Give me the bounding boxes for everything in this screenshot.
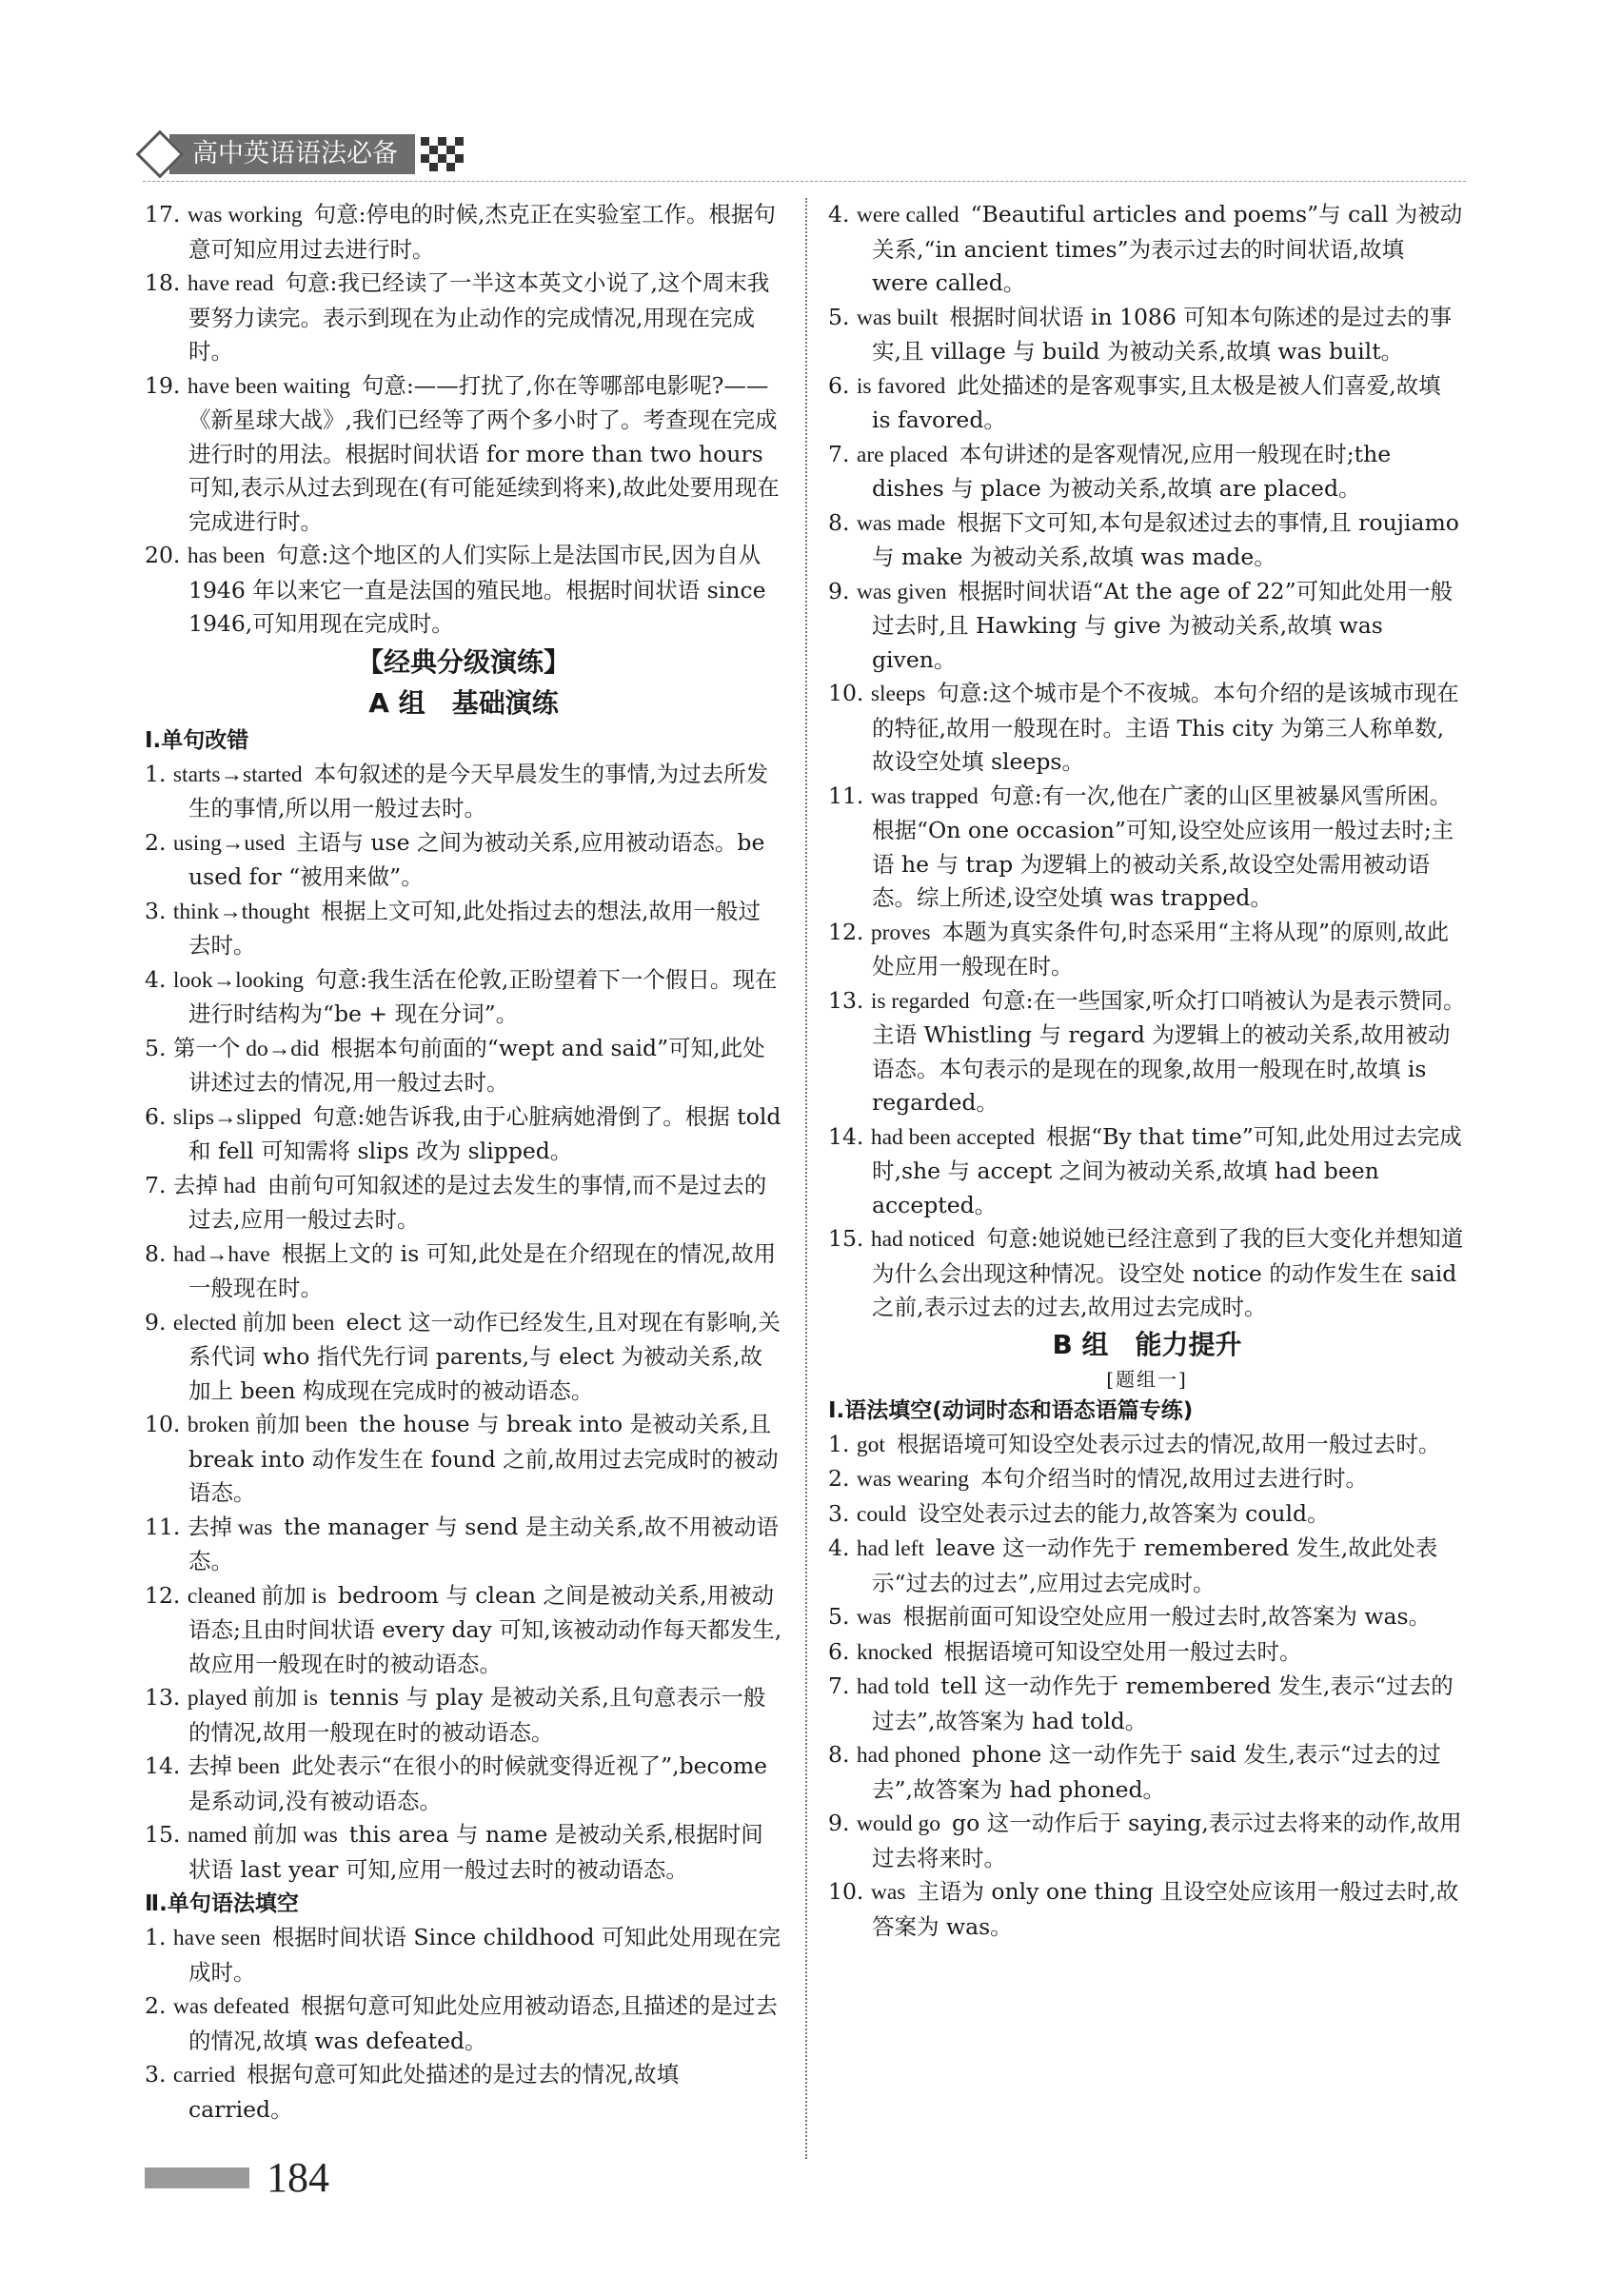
item-number: 9.: [828, 577, 850, 604]
item-explanation: 根据上文可知,此处指过去的想法,故用一般过去时。: [188, 897, 761, 959]
answer-item: [828, 1428, 1466, 1463]
answer-item: [145, 539, 782, 642]
item-number: 1.: [145, 1924, 167, 1950]
answer-item: [145, 1750, 782, 1818]
answer-item: [145, 758, 782, 826]
item-number: 17.: [145, 201, 181, 228]
answer-item: [145, 1579, 782, 1682]
item-explanation: 本句介绍当时的情况,故用过去进行时。: [980, 1465, 1368, 1492]
item-answer: slips→slipped: [172, 1104, 302, 1130]
answer-item: [145, 1818, 782, 1887]
answer-item: [145, 1921, 782, 1989]
item-number: 12.: [828, 918, 864, 945]
item-answer: had noticed: [870, 1227, 975, 1252]
group-a-title: A 组 基础演练: [368, 686, 559, 719]
item-answer: knocked: [856, 1639, 933, 1665]
item-explanation: 句意:有一次,他在广袤的山区里被暴风雪所困。根据“On one occasion”可知,设空处应该用一般过去时;主语 he 与 trap 为逻辑上的被动关系,故设空处需用被动语态。综上所述,设空处填 was trapped。: [872, 782, 1454, 911]
item-answer: were called: [856, 203, 959, 228]
item-answer: was wearing: [856, 1467, 970, 1492]
item-explanation: 句意:这个地区的人们实际上是法国市民,因为自从 1946 年以来它一直是法国的殖民地。根据时间状语 since 1946,可知用现在完成时。: [188, 542, 766, 637]
answer-item: [828, 301, 1466, 369]
right-part1-list: [828, 1428, 1466, 1945]
item-answer: have been waiting: [187, 373, 350, 399]
right-column: [828, 198, 1466, 1944]
item-number: 11.: [828, 782, 864, 809]
item-number: 4.: [828, 201, 850, 228]
item-explanation: bedroom 与 clean 之间是被动关系,用被动语态;且由时间状语 every day 可知,该被动动作每天都发生,故应用一般现在时的被动语态。: [188, 1581, 782, 1677]
item-answer: had→have: [172, 1241, 270, 1267]
item-explanation: 句意:她告诉我,由于心脏病她滑倒了。根据 told 和 fell 可知需将 slips 改为 slipped。: [188, 1102, 781, 1164]
item-number: 10.: [828, 1878, 864, 1905]
item-explanation: “Beautiful articles and poems”与 call 为被动关系,“in ancient times”为表示过去的时间状语,故填 were called。: [872, 201, 1463, 296]
answer-item: [145, 267, 782, 369]
column-divider: [805, 198, 807, 2159]
answer-item: [145, 826, 782, 895]
answer-item: [828, 1807, 1466, 1875]
answer-item: [145, 1100, 782, 1169]
item-answer: has been: [187, 544, 266, 568]
item-number: 3.: [828, 1499, 850, 1527]
item-number: 20.: [145, 542, 181, 568]
answer-item: [145, 895, 782, 963]
item-answer: could: [856, 1501, 907, 1527]
item-explanation: 句意:我已经读了一半这本英文小说了,这个周末我要努力读完。表示到现在为止动作的完成情况,用现在完成时。: [188, 269, 770, 365]
item-explanation: this area 与 name 是被动关系,根据时间状语 last year 可知,应用一般过去时的被动语态。: [188, 1821, 763, 1883]
item-explanation: 句意:在一些国家,听众打口哨被认为是表示赞同。主语 Whistling 与 regard 为逻辑上的被动关系,故用被动语态。本句表示的是现在的现象,故用一般现在时,故填 is regarded。: [872, 986, 1466, 1116]
item-explanation: 根据前面可知设空处应用一般过去时,故答案为 was。: [902, 1603, 1432, 1630]
answer-item: [145, 963, 782, 1032]
item-explanation: 根据语境可知设空处用一般过去时。: [943, 1637, 1302, 1665]
item-number: 7.: [145, 1171, 167, 1198]
item-number: 5.: [828, 303, 850, 330]
answer-item: [828, 1738, 1466, 1807]
part1-heading-right: Ⅰ.语法填空(动词时态和语态语篇专练): [828, 1397, 1194, 1423]
answer-item: [828, 1462, 1466, 1497]
item-number: 14.: [145, 1752, 181, 1779]
item-number: 14.: [828, 1122, 864, 1150]
left-part1-list: [145, 758, 782, 1888]
item-explanation: 设空处表示过去的能力,故答案为 could。: [918, 1499, 1330, 1527]
item-explanation: 本句讲述的是客观情况,应用一般现在时;the dishes 与 place 为被动关系,故填 are placed。: [872, 440, 1392, 502]
item-number: 2.: [828, 1465, 850, 1492]
item-explanation: elect 这一动作已经发生,且对现在有影响,关系代词 who 指代先行词 parents,与 elect 为被动关系,故加上 been 构成现在完成时的被动语态。: [188, 1308, 781, 1404]
item-explanation: 由前句可知叙述的是过去发生的事情,而不是过去的过去,应用一般过去时。: [188, 1171, 767, 1233]
part1-heading-left: Ⅰ.单句改错: [145, 727, 249, 753]
item-explanation: 主语与 use 之间为被动关系,应用被动语态。be used for “被用来做”。: [188, 828, 765, 890]
page-number: 184: [267, 2154, 329, 2201]
item-number: 3.: [145, 2061, 167, 2088]
answer-item: [828, 984, 1466, 1120]
item-answer: think→thought: [172, 899, 310, 924]
item-explanation: tell 这一动作先于 remembered 发生,表示“过去的过去”,故答案为 had told。: [872, 1673, 1454, 1734]
item-number: 8.: [828, 1741, 850, 1768]
item-answer: played 前加 is: [187, 1686, 318, 1711]
group-b-tag: [题组一]: [1106, 1367, 1188, 1391]
header-rule: [143, 181, 1466, 182]
item-number: 15.: [145, 1821, 181, 1848]
item-explanation: go 这一动作后于 saying,表示过去将来的动作,故用过去将来时。: [872, 1810, 1462, 1871]
item-explanation: 根据时间状语“At the age of 22”可知此处用一般过去时,且 Hawking 与 give 为被动关系,故填 was given。: [872, 577, 1454, 673]
item-number: 7.: [828, 440, 850, 467]
item-answer: 第一个 do→did: [172, 1036, 320, 1061]
item-explanation: 此处描述的是客观事实,且太极是被人们喜爱,故填 is favored。: [872, 371, 1441, 433]
answer-item: [828, 369, 1466, 438]
item-number: 3.: [145, 897, 167, 924]
item-number: 1.: [145, 760, 167, 787]
item-answer: proves: [870, 920, 931, 945]
item-number: 9.: [828, 1810, 850, 1836]
item-number: 13.: [828, 986, 864, 1014]
item-answer: was trapped: [870, 783, 979, 809]
item-explanation: 根据时间状语 Since childhood 可知此处用现在完成时。: [188, 1924, 781, 1986]
item-number: 5.: [828, 1603, 850, 1630]
item-number: 6.: [828, 1637, 850, 1665]
checker-pattern-icon: [421, 137, 464, 171]
item-answer: had been accepted: [870, 1124, 1036, 1150]
item-answer: was given: [856, 579, 947, 604]
answer-item: [828, 1497, 1466, 1533]
answer-item: [828, 506, 1466, 575]
item-answer: have seen: [172, 1926, 261, 1950]
item-explanation: 根据语境可知设空处表示过去的情况,故用一般过去时。: [896, 1430, 1441, 1457]
book-header: [143, 133, 464, 175]
item-answer: cleaned 前加 is: [187, 1583, 327, 1609]
item-answer: starts→started: [172, 762, 303, 787]
answer-item: [145, 369, 782, 540]
answer-item: [828, 780, 1466, 916]
item-number: 5.: [145, 1034, 167, 1061]
footer-bar: [145, 2167, 249, 2188]
item-explanation: 句意:——打扰了,你在等哪部电影呢?——《新星球大战》,我们已经等了两个多小时了。考查现在完成进行时的用法。根据时间状语 for more than two hours 可知,表示从过去到现在(有可能延续到将来),故此处要用现在完成进行时。: [188, 371, 780, 535]
item-explanation: 本题为真实条件句,时态采用“主将从现”的原则,故此处应用一般现在时。: [872, 918, 1449, 980]
item-answer: carried: [172, 2063, 236, 2088]
item-explanation: tennis 与 play 是被动关系,且句意表示一般的情况,故用一般现在时的被动语态。: [188, 1684, 766, 1746]
item-explanation: the house 与 break into 是被动关系,且 break into 动作发生在 found 之前,故用过去完成时的被动语态。: [188, 1411, 779, 1506]
item-number: 8.: [145, 1239, 167, 1267]
answer-item: [828, 1670, 1466, 1738]
answer-item: [828, 1600, 1466, 1635]
item-number: 10.: [828, 680, 864, 706]
item-answer: was defeated: [172, 1994, 289, 2019]
book-title: 高中英语语法必备: [169, 134, 415, 174]
item-answer: got: [856, 1432, 885, 1457]
item-number: 11.: [145, 1513, 181, 1540]
item-answer: have read: [187, 271, 274, 296]
item-explanation: 句意:这个城市是个不夜城。本句介绍的是该城市现在的特征,故用一般现在时。主语 This city 为第三人称单数,故设空处填 sleeps。: [872, 680, 1459, 775]
item-number: 7.: [828, 1673, 850, 1699]
item-number: 2.: [145, 828, 167, 856]
answer-item: [828, 438, 1466, 506]
answer-item: [145, 1169, 782, 1237]
left-top-list: [145, 198, 782, 642]
item-answer: had left: [856, 1536, 925, 1561]
answer-item: [828, 198, 1466, 301]
item-explanation: 根据本句前面的“wept and said”可知,此处讲述过去的情况,用一般过去时。: [188, 1034, 765, 1096]
answer-item: [145, 1306, 782, 1409]
item-explanation: the manager 与 send 是主动关系,故不用被动语态。: [188, 1513, 779, 1574]
item-answer: was: [856, 1605, 892, 1630]
item-explanation: 根据下文可知,本句是叙述过去的事情,且 roujiamo 与 make 为被动关系,故填 was made。: [872, 508, 1459, 570]
item-explanation: 主语为 only one thing 且设空处应该用一般过去时,故答案为 was。: [872, 1878, 1459, 1940]
item-answer: are placed: [856, 442, 948, 467]
section-title: 【经典分级演练】: [356, 645, 570, 678]
answer-item: [828, 1532, 1466, 1600]
answer-item: [828, 916, 1466, 984]
item-answer: is regarded: [870, 988, 970, 1014]
page-footer: [145, 2153, 329, 2202]
answer-item: [145, 1408, 782, 1511]
item-explanation: 本句叙述的是今天早晨发生的事情,为过去所发生的事情,所以用一般过去时。: [188, 760, 769, 821]
answer-item: [828, 1875, 1466, 1944]
item-answer: had told: [856, 1674, 930, 1699]
answer-item: [145, 1511, 782, 1579]
item-number: 6.: [828, 371, 850, 399]
item-explanation: 根据时间状语 in 1086 可知本句陈述的是过去的事实,且 village 与 build 为被动关系,故填 was built。: [872, 303, 1453, 365]
item-explanation: 此处表示“在很小的时候就变得近视了”,become 是系动词,没有被动语态。: [188, 1752, 768, 1814]
answer-item: [828, 575, 1466, 678]
left-column: [145, 198, 782, 2127]
item-number: 6.: [145, 1102, 167, 1130]
item-number: 15.: [828, 1225, 864, 1252]
item-explanation: 句意:她说她已经注意到了我的巨大变化并想知道为什么会出现这种情况。设空处 notice 的动作发生在 said 之前,表示过去的过去,故用过去完成时。: [872, 1225, 1464, 1320]
item-explanation: leave 这一动作先于 remembered 发生,故此处表示“过去的过去”,应用过去完成时。: [872, 1534, 1438, 1596]
item-answer: had phoned: [856, 1743, 960, 1768]
item-number: 10.: [145, 1411, 181, 1437]
item-number: 13.: [145, 1684, 181, 1711]
answer-item: [145, 1237, 782, 1306]
left-part2-list: [145, 1921, 782, 2127]
answer-item: [145, 1032, 782, 1100]
item-number: 19.: [145, 371, 181, 399]
item-explanation: phone 这一动作先于 said 发生,表示“过去的过去”,故答案为 had phoned。: [872, 1741, 1441, 1803]
item-answer: using→used: [172, 830, 286, 856]
item-answer: elected 前加 been: [172, 1310, 335, 1336]
item-answer: would go: [856, 1811, 941, 1836]
item-number: 9.: [145, 1308, 167, 1336]
item-explanation: 句意:停电的时候,杰克正在实验室工作。根据句意可知应用过去进行时。: [188, 201, 776, 263]
item-explanation: 根据句意可知此处描述的是过去的情况,故填 carried。: [188, 2061, 680, 2123]
item-answer: 去掉 was: [187, 1514, 273, 1540]
item-explanation: 根据上文的 is 可知,此处是在介绍现在的情况,故用一般现在时。: [188, 1239, 777, 1301]
item-answer: is favored: [856, 373, 946, 399]
item-answer: was working: [187, 203, 303, 228]
answer-item: [828, 1120, 1466, 1223]
item-number: 12.: [145, 1581, 181, 1609]
answer-item: [828, 1635, 1466, 1671]
item-explanation: 句意:我生活在伦敦,正盼望着下一个假日。现在进行时结构为“be + 现在分词”。: [188, 965, 778, 1027]
item-answer: 去掉 had: [172, 1173, 256, 1198]
answer-item: [145, 1681, 782, 1750]
answer-item: [145, 1989, 782, 2058]
item-answer: 去掉 been: [187, 1754, 281, 1779]
item-number: 2.: [145, 1992, 167, 2019]
item-number: 4.: [145, 965, 167, 993]
answer-item: [145, 2058, 782, 2127]
item-number: 1.: [828, 1430, 850, 1457]
answer-item: [145, 198, 782, 267]
item-number: 8.: [828, 508, 850, 536]
part2-heading-left: Ⅱ.单句语法填空: [145, 1891, 299, 1916]
item-answer: named 前加 was: [187, 1823, 338, 1848]
item-number: 4.: [828, 1534, 850, 1561]
item-answer: sleeps: [870, 682, 926, 706]
item-explanation: 根据句意可知此处应用被动语态,且描述的是过去的情况,故填 was defeated。: [188, 1992, 778, 2054]
item-answer: look→looking: [172, 967, 304, 993]
group-b-title: B 组 能力提升: [1052, 1328, 1242, 1360]
item-answer: broken 前加 been: [187, 1413, 348, 1437]
answer-item: [828, 1222, 1466, 1325]
item-number: 18.: [145, 269, 181, 296]
item-answer: was built: [856, 305, 939, 330]
right-top-list: [828, 198, 1466, 1325]
item-explanation: 根据“By that time”可知,此处用过去完成时,she 与 accept 之间为被动关系,故填 had been accepted。: [872, 1122, 1462, 1218]
answer-item: [828, 677, 1466, 780]
item-answer: was made: [856, 510, 946, 536]
item-answer: was: [870, 1880, 906, 1905]
